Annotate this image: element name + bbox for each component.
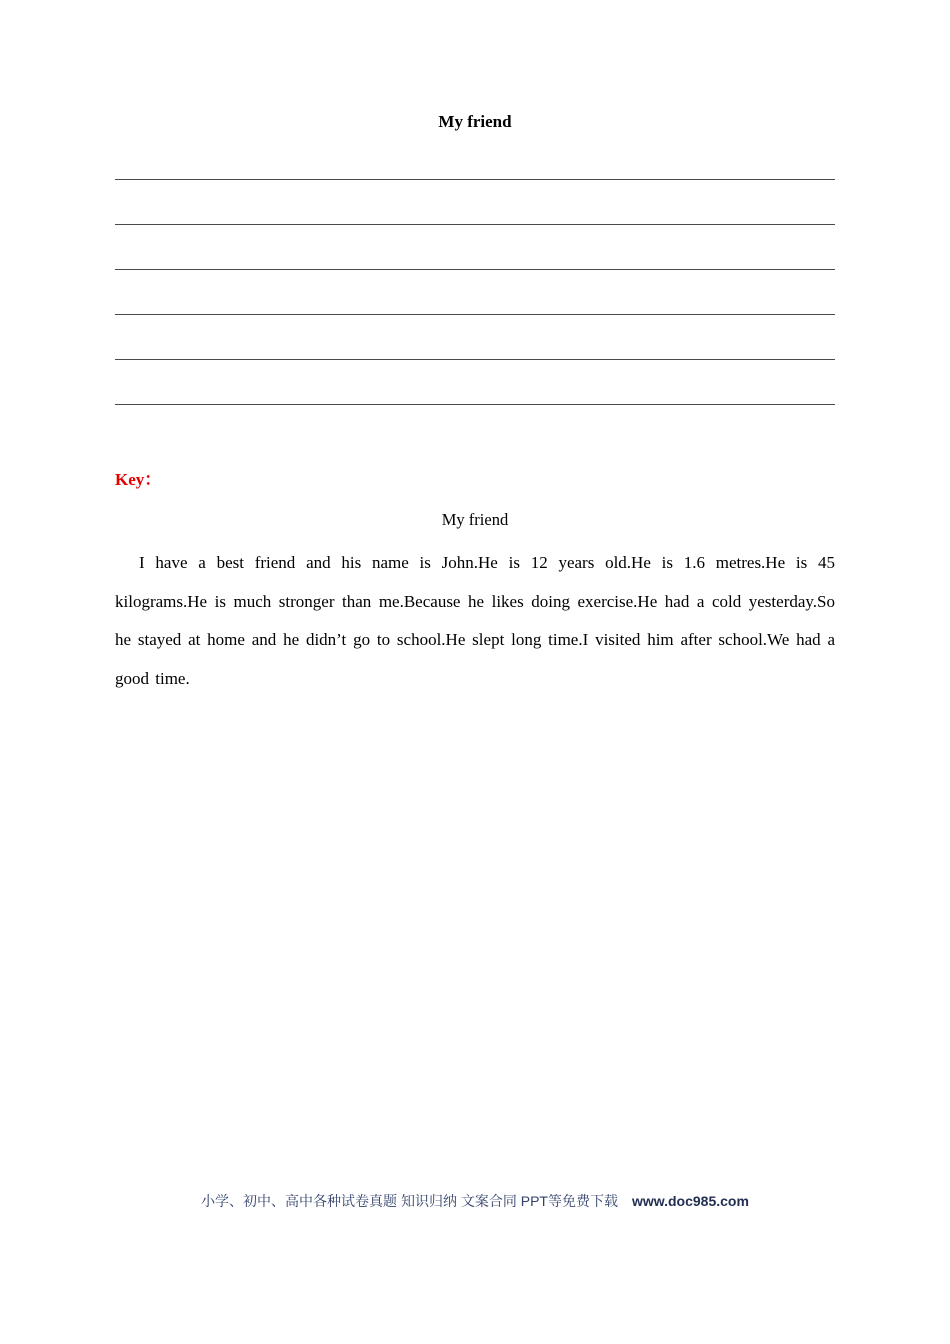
key-subtitle: My friend <box>441 510 509 529</box>
answer-line <box>115 225 835 270</box>
answer-line <box>115 180 835 225</box>
key-paragraph: I have a best friend and his name is John.He is 12 years old.He is 1.6 metres.He is 45 kilograms.He is much stronger than me.Because he likes doing exercise.He had a cold yesterday.So he stayed at home and he didn’t go to school.He slept long time.I visited him after school.We had a good time. <box>115 553 835 688</box>
footer-text: 小学、初中、高中各种试卷真题 知识归纳 文案合同 PPT等免费下载 <box>201 1193 618 1209</box>
answer-lines <box>115 132 835 405</box>
answer-line <box>115 360 835 405</box>
answer-line <box>115 315 835 360</box>
key-label: Key： <box>115 470 162 489</box>
answer-line <box>115 270 835 315</box>
answer-line <box>115 132 835 180</box>
footer-link[interactable]: www.doc985.com <box>631 1193 749 1209</box>
document-title: My friend <box>438 112 512 131</box>
page-footer <box>0 1192 950 1210</box>
